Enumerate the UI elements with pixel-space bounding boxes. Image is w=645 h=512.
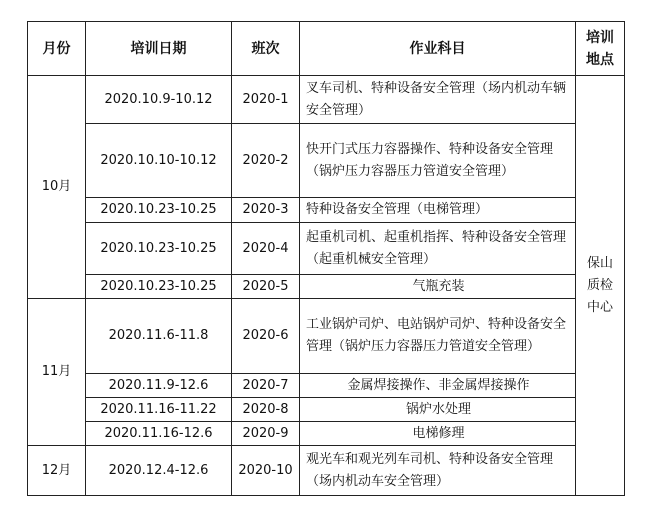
table-row [28,198,625,223]
subject-cell: 锅炉水处理 [300,398,576,422]
dates-cell: 2020.11.9-12.6 [86,374,232,398]
header-batch: 班次 [232,22,300,76]
batch-cell: 2020-7 [232,374,300,398]
table-row [28,446,625,496]
batch-cell: 2020-10 [232,446,300,496]
table-row [28,76,625,124]
training-schedule-table [27,21,625,496]
subject-cell: 起重机司机、起重机指挥、特种设备安全管理（起重机械安全管理） [300,223,576,275]
batch-cell: 2020-8 [232,398,300,422]
table-row [28,422,625,446]
table-row [28,374,625,398]
dates-cell: 2020.10.23-10.25 [86,275,232,299]
batch-cell: 2020-3 [232,198,300,223]
header-location: 培训 地点 [576,22,625,76]
subject-cell: 气瓶充装 [300,275,576,299]
header-dates: 培训日期 [86,22,232,76]
batch-cell: 2020-9 [232,422,300,446]
month-cell-nov: 11月 [28,299,86,446]
dates-cell: 2020.10.23-10.25 [86,198,232,223]
subject-cell: 快开门式压力容器操作、特种设备安全管理（锅炉压力容器压力管道安全管理） [300,124,576,198]
batch-cell: 2020-1 [232,76,300,124]
header-subject: 作业科目 [300,22,576,76]
subject-cell: 观光车和观光列车司机、特种设备安全管理（场内机动车安全管理） [300,446,576,496]
dates-cell: 2020.10.10-10.12 [86,124,232,198]
subject-cell: 工业锅炉司炉、电站锅炉司炉、特种设备安全管理（锅炉压力容器压力管道安全管理） [300,299,576,374]
dates-cell: 2020.10.9-10.12 [86,76,232,124]
table-row [28,398,625,422]
batch-cell: 2020-2 [232,124,300,198]
table-row [28,299,625,374]
dates-cell: 2020.11.16-11.22 [86,398,232,422]
dates-cell: 2020.11.16-12.6 [86,422,232,446]
dates-cell: 2020.10.23-10.25 [86,223,232,275]
subject-cell: 特种设备安全管理（电梯管理） [300,198,576,223]
batch-cell: 2020-5 [232,275,300,299]
header-month: 月份 [28,22,86,76]
month-cell-dec: 12月 [28,446,86,496]
batch-cell: 2020-4 [232,223,300,275]
dates-cell: 2020.11.6-11.8 [86,299,232,374]
table-row [28,275,625,299]
subject-cell: 叉车司机、特种设备安全管理（场内机动车辆安全管理） [300,76,576,124]
cropped-text-strip [0,0,645,6]
subject-cell: 电梯修理 [300,422,576,446]
location-cell: 保山 质检 中心 [576,76,625,496]
table-row [28,223,625,275]
subject-cell: 金属焊接操作、非金属焊接操作 [300,374,576,398]
batch-cell: 2020-6 [232,299,300,374]
month-cell-oct: 10月 [28,76,86,299]
dates-cell: 2020.12.4-12.6 [86,446,232,496]
table-row [28,124,625,198]
header-row [28,22,625,76]
